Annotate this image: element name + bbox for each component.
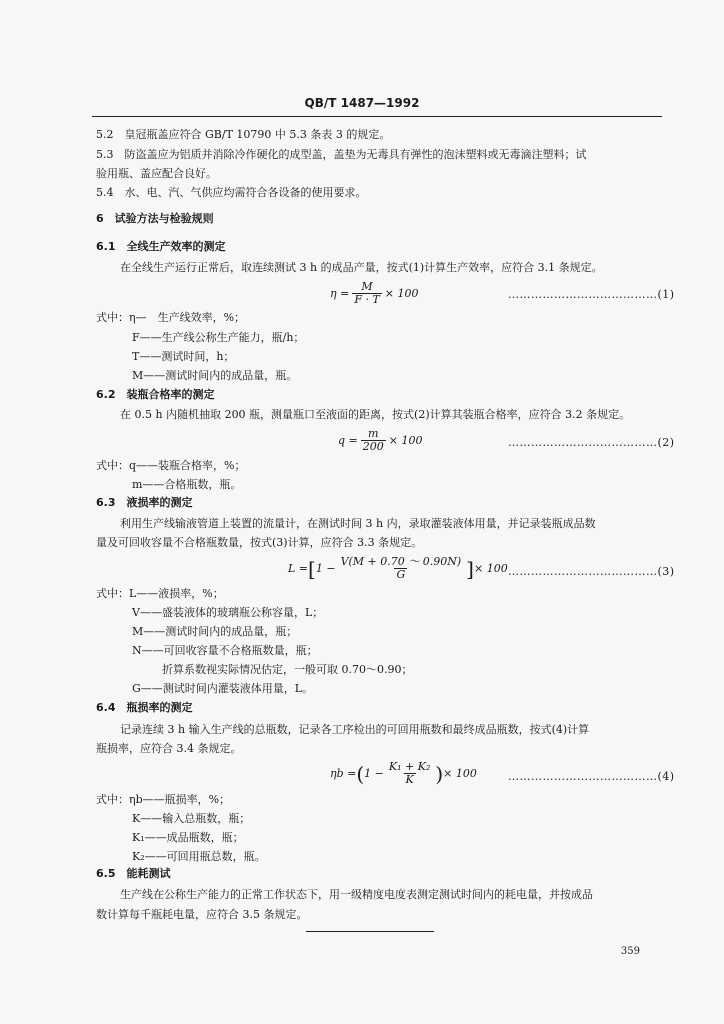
clause-6-5-text: 生产线在公称生产能力的正常工作状态下，用一级精度电度表测定测试时间内的耗电量，并按成品 [120, 888, 593, 901]
formula-3-open-bracket: [ [308, 556, 316, 581]
formula-2-numerator: m [368, 427, 379, 440]
formula-4-number: …………………………………(4) [508, 770, 675, 783]
formula-2-lhs: q = [338, 434, 358, 447]
formula-2-fraction [361, 428, 386, 453]
formula-3-close-bracket: ] [466, 556, 474, 581]
clause-5-3: 5.3 防盗盖应为铝质并消除冷作硬化的成型盖，盖垫为无毒具有弹性的泡沫塑料或无毒滴注塑料；试 [96, 148, 587, 161]
clause-6-5-text-cont: 数计算每千瓶耗电量，应符合 3.5 条规定。 [96, 908, 308, 921]
formula-3-denominator: G [396, 568, 406, 581]
legend-f: F——生产线公称生产能力，瓶/h； [132, 331, 305, 344]
formula-4-numerator: K₁ + K₂ [388, 760, 431, 773]
formula-4-open-paren: ( [356, 761, 365, 786]
legend-q: 式中：q——装瓶合格率，%； [96, 459, 246, 472]
legend-eta-b: 式中：ηb——瓶损率，%； [96, 793, 231, 806]
formula-1-lhs: η = [330, 287, 350, 300]
header-rule [92, 116, 662, 117]
formula-3-lhs: L = [288, 562, 309, 575]
legend-v: V——盛装液体的玻璃瓶公称容量，L； [132, 606, 324, 619]
legend-k2: K₂——可回用瓶总数，瓶。 [132, 850, 266, 863]
formula-2-number: …………………………………(2) [508, 436, 675, 449]
clause-6-4-text-cont: 瓶损率，应符合 3.4 条规定。 [96, 742, 242, 755]
clause-6-3-text-cont: 量及可回收容量不合格瓶数量，按式(3)计算，应符合 3.3 条规定。 [96, 536, 423, 549]
legend-coefficient: 折算系数视实际情况估定，一般可取 0.70～0.90； [162, 663, 413, 676]
clause-6-1-text: 在全线生产运行正常后，取连续测试 3 h 的成品产量，按式(1)计算生产效率，应符合 3.1 条规定。 [120, 261, 603, 274]
formula-3-number: …………………………………(3) [508, 565, 675, 578]
formula-3-tail: × 100 [473, 562, 508, 575]
formula-4-denominator: K [405, 773, 414, 786]
page-number: 359 [620, 946, 640, 957]
formula-4-close-paren: ) [435, 761, 444, 786]
formula-4-tail: × 100 [443, 767, 477, 780]
formula-4-fraction [387, 761, 432, 786]
legend-l: 式中：L——液损率，%； [96, 587, 224, 600]
formula-1-numerator: M [361, 280, 373, 293]
legend-m-qualified: m——合格瓶数，瓶。 [132, 478, 242, 491]
formula-3-numerator: V(M + 0.70 ～ 0.90N) [340, 555, 462, 568]
clause-6-4-heading: 6.4 瓶损率的测定 [96, 701, 193, 714]
footer-rule [306, 931, 434, 932]
legend-k: K——输入总瓶数，瓶； [132, 812, 251, 825]
clause-6-3-text: 利用生产线输液管道上装置的流量计，在测试时间 3 h 内，录取灌装液体用量，并记录装瓶成品数 [120, 517, 596, 530]
clause-5-3-cont: 验用瓶、盖应配合良好。 [96, 167, 217, 180]
formula-2-tail: × 100 [388, 434, 423, 447]
clause-6-1-heading: 6.1 全线生产效率的测定 [96, 240, 226, 253]
legend-m: M——测试时间内的成品量，瓶。 [132, 369, 298, 382]
standard-header: QB/T 1487—1992 [304, 96, 420, 110]
formula-1-number: …………………………………(1) [508, 288, 675, 301]
formula-4-pre: 1 − [364, 767, 384, 780]
formula-4 [330, 761, 477, 786]
clause-6-5-heading: 6.5 能耗测试 [96, 867, 171, 880]
clause-6-3-heading: 6.3 液损率的测定 [96, 496, 193, 509]
formula-2-denominator: 200 [362, 440, 384, 453]
legend-eta: 式中：η— 生产线效率，%； [96, 311, 246, 324]
legend-n: N——可回收容量不合格瓶数量，瓶； [132, 644, 318, 657]
clause-5-4: 5.4 水、电、汽、气供应均需符合各设备的使用要求。 [96, 186, 367, 199]
clause-6-2-heading: 6.2 装瓶合格率的测定 [96, 388, 215, 401]
clause-6-2-text: 在 0.5 h 内随机抽取 200 瓶，测量瓶口至液面的距离，按式(2)计算其装瓶合格率，应符合 3.2 条规定。 [120, 408, 631, 421]
formula-3-fraction [339, 556, 464, 581]
section-6-heading: 6 试验方法与检验规则 [96, 212, 214, 225]
formula-1 [330, 281, 419, 306]
formula-1-fraction [352, 281, 381, 306]
clause-5-2: 5.2 皇冠瓶盖应符合 GB/T 10790 中 5.3 条表 3 的规定。 [96, 128, 391, 141]
legend-g: G——测试时间内灌装液体用量，L。 [132, 682, 314, 695]
formula-1-denominator: F · T [354, 293, 380, 306]
formula-3 [288, 556, 508, 581]
legend-k1: K₁——成品瓶数，瓶； [132, 831, 244, 844]
legend-m-product: M——测试时间内的成品量，瓶； [132, 625, 298, 638]
formula-4-lhs: ηb = [330, 767, 357, 780]
clause-6-4-text: 记录连续 3 h 输入生产线的总瓶数，记录各工序检出的可回用瓶数和最终成品瓶数，按式(4)计算 [120, 723, 590, 736]
formula-1-tail: × 100 [384, 287, 419, 300]
formula-2 [338, 428, 422, 453]
formula-3-pre: 1 − [315, 562, 336, 575]
legend-t: T——测试时间，h； [132, 350, 235, 363]
